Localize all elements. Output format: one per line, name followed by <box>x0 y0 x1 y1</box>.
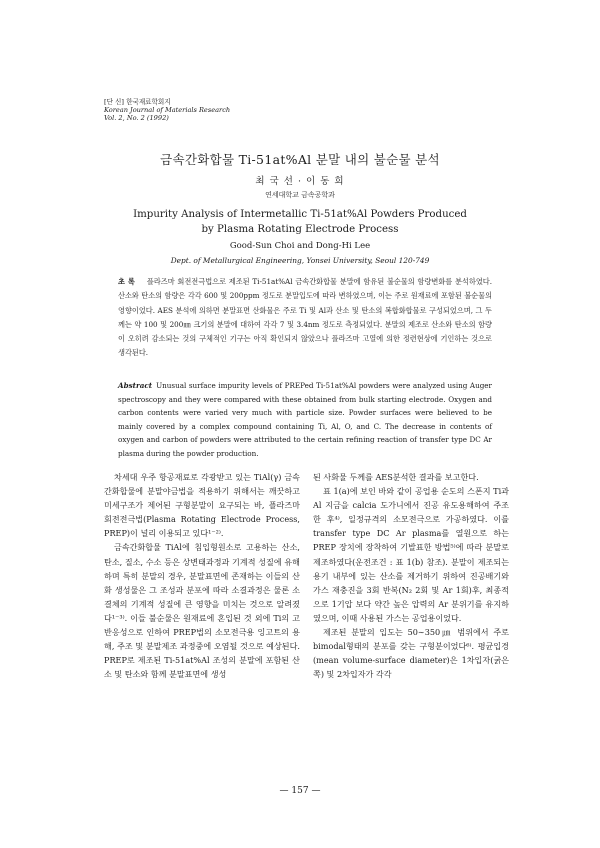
page-number: — 157 — <box>279 786 321 796</box>
title-korean: 금속간화합물 Ti-51at%Al 분말 내의 불순물 분석 <box>160 152 440 167</box>
journal-header-line-3: Vol. 2, No. 2 (1992) <box>104 114 169 122</box>
affiliation-korean: 연세대학교 금속공학과 <box>265 191 335 199</box>
authors-korean: 최 국 선 · 이 동 희 <box>255 176 345 187</box>
body-paragraph: 차세대 우주 항공재료로 각광받고 있는 TiAl(γ) 금속간화합물에 분말야금법을 적용하기 위해서는 깨끗하고 미세구조가 제어된 구형분말이 요구되는 바, 플라즈마 회전전극법(Plasma Rotating Electrode Process, PREP)이 널리 이용되고 있다¹⁻²⁾. <box>104 472 300 539</box>
title-english-line-1: Impurity Analysis of Intermetallic Ti-51at%Al Powders Produced <box>133 209 467 220</box>
body-column-right <box>313 470 509 681</box>
journal-header-line-1: [단 신] 한국재료학회지 <box>104 98 171 106</box>
body-paragraph: 표 1(a)에 보인 바와 같이 공업용 순도의 스폰지 Ti과 Al 지금을 calcia 도가니에서 진공 유도용해하여 주조한 후⁴⁾, 일정규격의 소모전극으로 가공하였다. 이를 transfer type DC Ar plasma를 열원으로 하는 PREP 장치에 장착하여 기발표한 방법⁵⁾에 따라 분말로 제조하였다(운전조건 : 표 1(b) 참조). 분말이 제조되는 용기 내부에 있는 산소를 제거하기 위하여 진공배기와 가스 재충진을 3회 반복(N₂ 2회 및 Ar 1회)후, 최종적으로 1기압 보다 약간 높은 압력의 Ar 분위기를 유지하였으며, 이때 사용된 가스는 공업용이었다. <box>313 486 509 623</box>
abstract-korean-label: 초 록 <box>118 277 135 286</box>
journal-header-line-2: Korean Journal of Materials Research <box>104 106 231 114</box>
abstract-korean <box>118 275 492 361</box>
title-english <box>0 207 600 237</box>
journal-header <box>104 98 230 122</box>
title-english-line-2: by Plasma Rotating Electrode Process <box>201 224 399 235</box>
body-column-left <box>104 470 300 681</box>
body-paragraph: 제조된 분말의 입도는 50∼350㎛ 범위에서 주로 bimodal형태의 분포를 갖는 구형분이었다⁶⁾. 평균입경(mean volume-surface diameter)은 1차입자(굵은 쪽) 및 2차입자가 각각 <box>313 627 509 680</box>
body-paragraph: 된 사화물 두께를 AES분석한 결과를 보고한다. <box>313 472 479 482</box>
abstract-english-label: Abstract <box>118 381 153 390</box>
abstract-english <box>118 379 492 461</box>
affiliation-english: Dept. of Metallurgical Engineering, Yonsei University, Seoul 120-749 <box>170 256 430 265</box>
abstract-english-text: Unusual surface impurity levels of PREPed Ti-51at%Al powders were analyzed using Auger spectroscopy and they were compared with these obtained from bulk starting electrode. Oxygen and carbon contents were varied very much with particle size. Powder surfaces were believed to be mainly covered by a complex compound containing Ti, Al, O, and C. The decrease in contents of oxygen and carbon of powders were attributed to the certain refining reaction of transfer type DC Ar plasma during the powder production. <box>118 381 492 458</box>
body-paragraph: 금속간화합물 TiAl에 침입형원소로 고용하는 산소, 탄소, 질소, 수소 등은 상변태과정과 기계적 성질에 유해하며 특히 분말의 경우, 분말표면에 존재하는 이들의 산화 생성물은 그 조성과 분포에 따라 소결과정은 물론 소결체의 기계적 성질에 큰 영향을 미치는 것으로 알려졌다¹⁻³⁾. 이들 불순물은 원재료에 혼입된 것 외에 Ti의 고반응성으로 인하여 PREP법의 소모전극용 잉고트의 용해, 주조 및 분말제조 과정중에 오염될 것으로 예상된다. PREP로 제조된 Ti-51at%Al 조성의 분말에 포함된 산소 및 탄소와 함께 분말표면에 생성 <box>104 542 300 680</box>
authors-english: Good-Sun Choi and Dong-Hi Lee <box>229 241 371 251</box>
abstract-korean-text: 플라즈마 회전전극법으로 제조된 Ti-51at%Al 금속간화합물 분말에 함유된 불순물의 함량변화를 분석하였다. 산소와 탄소의 함량은 각각 600 및 200ppm 정도로 분말입도에 따라 변하였으며, 이는 주로 원재료에 포함된 불순물의 영향이었다. AES 분석에 의하면 분말표면 산화물은 주로 Ti 및 Al과 산소 및 탄소의 복합화합물로 구성되었으며, 그 두께는 약 100 및 200㎚ 크기의 분말에 대하여 각각 7 및 3.4nm 정도로 측정되었다. 분말의 제조로 산소와 탄소의 함량이 오히려 감소되는 것의 구체적인 기구는 아직 확인되지 않았으나 플라즈마 고열에 의한 정련현상에 기인하는 것으로 생각된다. <box>118 277 492 358</box>
